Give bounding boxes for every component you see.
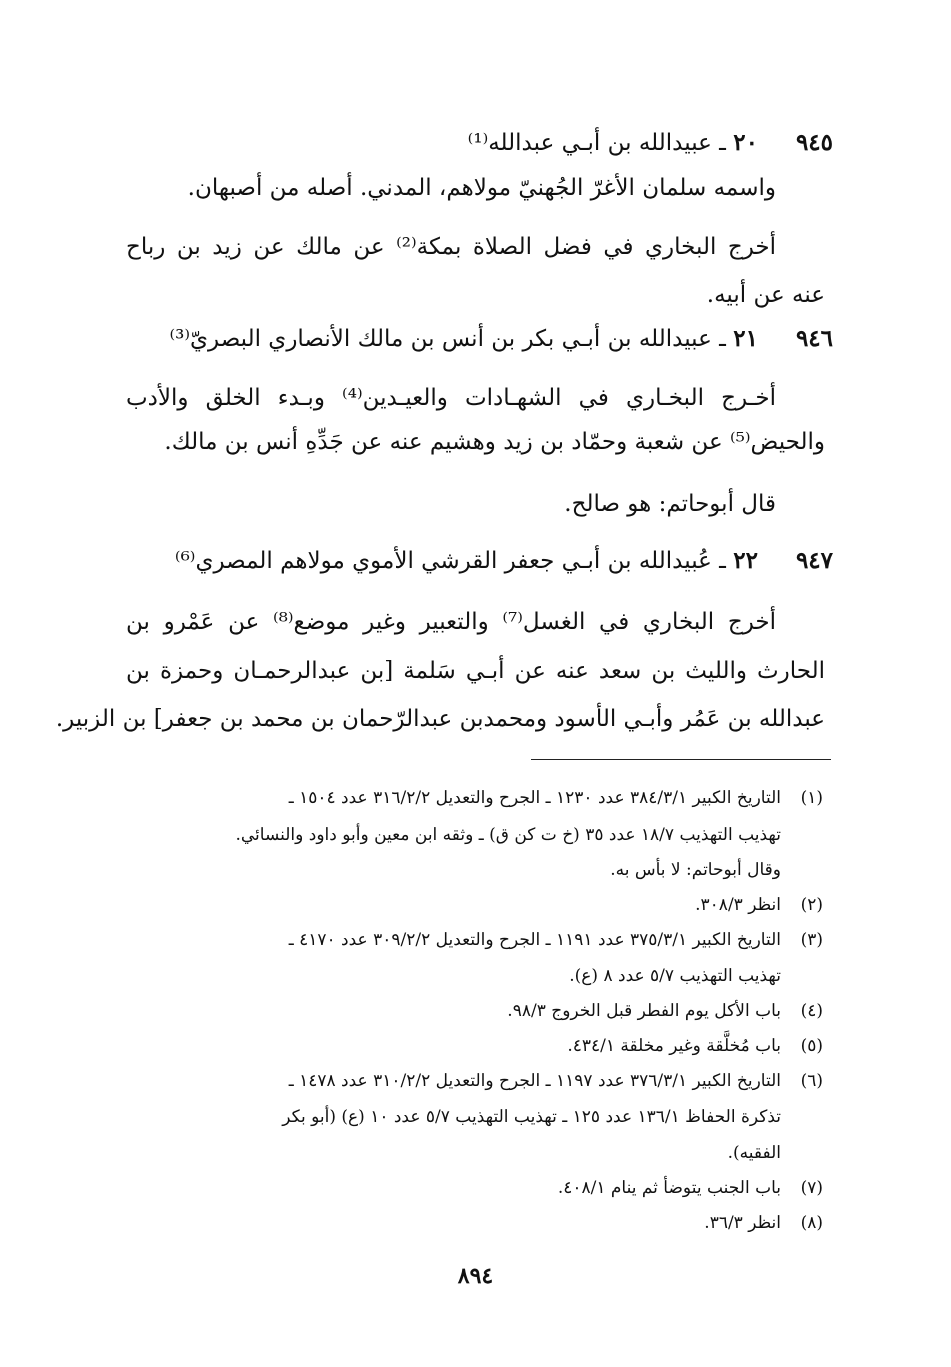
heading-number: ٢٠ bbox=[733, 129, 758, 156]
body-line: الحارث والليث بن سعد عنه عن أبـي سَلمة [بن عبدالرحمـان وحمزة بن bbox=[126, 658, 825, 684]
footnote bbox=[558, 1176, 823, 1200]
heading-number: ٢١ bbox=[733, 325, 758, 352]
footnote-mark: (٥) bbox=[800, 1036, 823, 1056]
footnote-mark: (٤) bbox=[800, 1001, 823, 1021]
footnote-mark: (٣) bbox=[800, 930, 823, 950]
footnote bbox=[289, 928, 823, 952]
footnote-divider bbox=[531, 759, 831, 760]
footnote bbox=[507, 999, 823, 1023]
entry-number: ٩٤٧ bbox=[795, 547, 833, 574]
footnote bbox=[695, 893, 823, 917]
body-line: عبدالله بن عَمُر وأبـي الأسود ومحمدبن عبدالرّحمان بن محمد بن جعفر] بن الزبير. bbox=[55, 706, 825, 732]
footnote-line: تهذيب التهذيب ١٨/٧ عدد ٣٥ (خ ت كن ق) ـ وثقه ابن معين وأبو داود والنسائي. bbox=[235, 825, 781, 845]
body-line: واسمه سلمان الأغرّ الجُهنيّ مولاهم، المدني. أصله من أصبهان. bbox=[187, 175, 776, 201]
footnote-line: باب مُخلَّقة وغير مخلقة ٤٣٤/١. bbox=[567, 1036, 781, 1056]
heading-text: ـ عبيدالله بن أبـي عبدالله⁽¹⁾ bbox=[467, 130, 726, 156]
footnote-line: تذكرة الحفاظ ١٣٦/١ عدد ١٢٥ ـ تهذيب التهذيب ٥/٧ عدد ١٠ (ع) (أبو بكر bbox=[282, 1107, 781, 1127]
body-line: عنه عن أبيه. bbox=[706, 282, 825, 308]
heading-text: ـ عُبيدالله بن أبـي جعفر القرشي الأموي مولاهم المصري⁽⁶⁾ bbox=[174, 548, 726, 574]
footnote bbox=[289, 1069, 823, 1093]
footnote-line: انظر ٣٦/٣. bbox=[704, 1213, 781, 1233]
footnote-line: باب الجنب يتوضأ ثم ينام ٤٠٨/١. bbox=[557, 1178, 781, 1198]
entry-heading bbox=[93, 545, 833, 577]
footnote-mark: (٦) bbox=[800, 1071, 823, 1091]
footnote-line: الفقيه). bbox=[727, 1143, 781, 1163]
body-line: أخـرج البخـاري في الشهـادات والعيـدين⁽⁴⁾ وبـدء الخلق والأدب bbox=[126, 385, 777, 411]
entry-heading bbox=[93, 127, 833, 159]
body-line: والحيض⁽⁵⁾ عن شعبة وحمّاد بن زيد وهشيم عنه عن جَدِّهِ أنس بن مالك. bbox=[164, 429, 825, 455]
footnote-line: انظر ٣٠٨/٣. bbox=[695, 895, 781, 915]
entry-number: ٩٤٦ bbox=[795, 325, 833, 352]
footnote bbox=[704, 1211, 823, 1235]
footnote-mark: (٧) bbox=[800, 1178, 823, 1198]
footnote-line: التاريخ الكبير ٣٧٦/٣/١ عدد ١١٩٧ ـ الجرح والتعديل ٣١٠/٢/٢ عدد ١٤٧٨ ـ bbox=[288, 1071, 781, 1091]
heading-number: ٢٢ bbox=[733, 547, 758, 574]
footnote-line: تهذيب التهذيب ٥/٧ عدد ٨ (ع). bbox=[569, 966, 781, 986]
entry-heading bbox=[93, 323, 833, 355]
footnote bbox=[289, 786, 823, 810]
entry-number: ٩٤٥ bbox=[795, 129, 833, 156]
body-line: أخرج البخاري في الغسل⁽⁷⁾ والتعبير وغير موضع⁽⁸⁾ عن عَمْرو بن bbox=[126, 609, 776, 635]
footnote bbox=[567, 1034, 823, 1058]
footnote-line: باب الأكل يوم الفطر قبل الخروج ٩٨/٣. bbox=[507, 1001, 781, 1021]
body-line: أخرج البخاري في فضل الصلاة بمكة⁽²⁾ عن مالك عن زيد بن رباح bbox=[126, 234, 776, 260]
footnote-line: التاريخ الكبير ٣٨٤/٣/١ عدد ١٢٣٠ ـ الجرح والتعديل ٣١٦/٢/٢ عدد ١٥٠٤ ـ bbox=[288, 788, 781, 808]
footnote-line: التاريخ الكبير ٣٧٥/٣/١ عدد ١١٩١ ـ الجرح والتعديل ٣٠٩/٢/٢ عدد ٤١٧٠ ـ bbox=[288, 930, 781, 950]
footnote-mark: (١) bbox=[800, 788, 823, 808]
body-line: قال أبوحاتم: هو صالح. bbox=[564, 491, 776, 517]
footnote-line: وقال أبوحاتم: لا بأس به. bbox=[610, 860, 781, 880]
heading-text: ـ عبيدالله بن أبـي بكر بن أنس بن مالك الأنصاري البصريّ⁽³⁾ bbox=[169, 326, 726, 352]
page-number: ٨٩٤ bbox=[457, 1263, 494, 1289]
footnote-mark: (٢) bbox=[800, 895, 823, 915]
footnote-mark: (٨) bbox=[800, 1213, 823, 1233]
